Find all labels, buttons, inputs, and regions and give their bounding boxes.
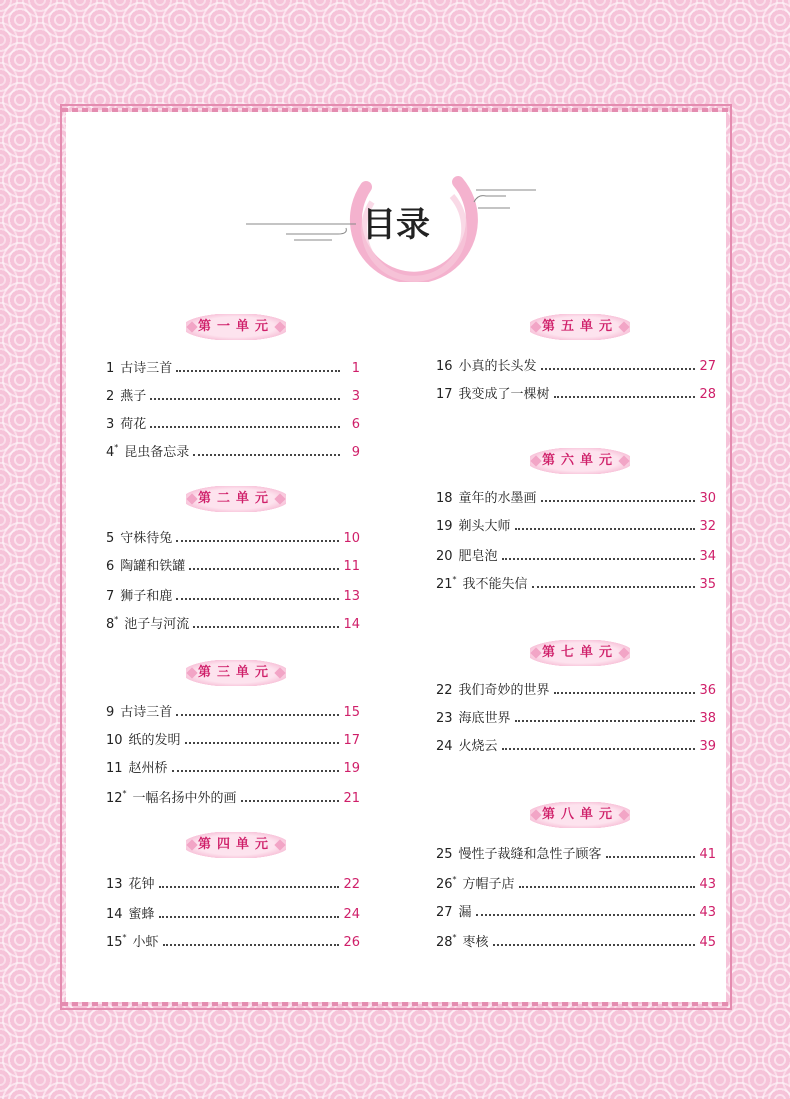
toc-entry[interactable]: 23 海底世界 38	[436, 711, 716, 726]
unit-header: 第六单元	[530, 448, 630, 474]
unit-header: 第四单元	[186, 832, 286, 858]
leader-dots	[185, 742, 340, 744]
leader-dots	[163, 944, 340, 946]
toc-entry[interactable]: 9 古诗三首 15	[106, 705, 360, 720]
toc-entry[interactable]: 25 慢性子裁缝和急性子顾客 41	[436, 847, 716, 862]
leader-dots	[176, 598, 339, 600]
leader-dots	[176, 714, 339, 716]
page-title: 目录	[362, 205, 430, 245]
toc-entry[interactable]: 6 陶罐和铁罐 11	[106, 559, 360, 574]
unit-header: 第二单元	[186, 486, 286, 512]
toc-entry[interactable]: 17 我变成了一棵树 28	[436, 387, 716, 402]
leader-dots	[541, 368, 696, 370]
toc-entry[interactable]: 14 蜜蜂 24	[106, 907, 360, 922]
leader-dots	[193, 454, 340, 456]
leader-dots	[159, 916, 340, 918]
toc-entry[interactable]: 1 古诗三首 1	[106, 361, 360, 376]
toc-entry[interactable]: 18 童年的水墨画 30	[436, 491, 716, 506]
leader-dots	[150, 426, 340, 428]
toc-entry[interactable]: 15* 小虾 26	[106, 933, 360, 950]
toc-entry[interactable]: 28* 枣核 45	[436, 933, 716, 950]
leader-dots	[554, 396, 696, 398]
leader-dots	[476, 914, 696, 916]
toc-page	[66, 112, 726, 1002]
leader-dots	[606, 856, 696, 858]
toc-entry[interactable]: 20 肥皂泡 34	[436, 549, 716, 564]
toc-entry[interactable]: 8* 池子与河流 14	[106, 615, 360, 632]
unit-header: 第一单元	[186, 314, 286, 340]
leader-dots	[159, 886, 340, 888]
leader-dots	[189, 568, 339, 570]
leader-dots	[150, 398, 340, 400]
leader-dots	[502, 748, 696, 750]
leader-dots	[493, 944, 696, 946]
leader-dots	[502, 558, 696, 560]
toc-entry[interactable]: 24 火烧云 39	[436, 739, 716, 754]
toc-entry[interactable]: 5 守株待兔 10	[106, 531, 360, 546]
leader-dots	[515, 720, 696, 722]
unit-header: 第八单元	[530, 802, 630, 828]
leader-dots	[176, 370, 340, 372]
title-area	[66, 112, 726, 282]
toc-entry[interactable]: 7 狮子和鹿 13	[106, 589, 360, 604]
toc-entry[interactable]: 11 赵州桥 19	[106, 761, 360, 776]
toc-entry[interactable]: 21* 我不能失信 35	[436, 575, 716, 592]
toc-entry[interactable]: 13 花钟 22	[106, 877, 360, 892]
toc-entry[interactable]: 27 漏 43	[436, 905, 716, 920]
toc-entry[interactable]: 4* 昆虫备忘录 9	[106, 443, 360, 460]
toc-entry[interactable]: 22 我们奇妙的世界 36	[436, 683, 716, 698]
leader-dots	[515, 528, 696, 530]
leader-dots	[554, 692, 696, 694]
leader-dots	[541, 500, 696, 502]
leader-dots	[532, 586, 696, 588]
leader-dots	[193, 626, 339, 628]
unit-header: 第七单元	[530, 640, 630, 666]
leader-dots	[519, 886, 696, 888]
leader-dots	[176, 540, 339, 542]
unit-header: 第三单元	[186, 660, 286, 686]
toc-entry[interactable]: 3 荷花 6	[106, 417, 360, 432]
unit-header: 第五单元	[530, 314, 630, 340]
toc-entry[interactable]: 26* 方帽子店 43	[436, 875, 716, 892]
toc-entry[interactable]: 19 剃头大师 32	[436, 519, 716, 534]
toc-entry[interactable]: 16 小真的长头发 27	[436, 359, 716, 374]
toc-entry[interactable]: 10 纸的发明 17	[106, 733, 360, 748]
leader-dots	[172, 770, 340, 772]
toc-entry[interactable]: 12* 一幅名扬中外的画 21	[106, 789, 360, 806]
toc-entry[interactable]: 2 燕子 3	[106, 389, 360, 404]
leader-dots	[241, 800, 340, 802]
